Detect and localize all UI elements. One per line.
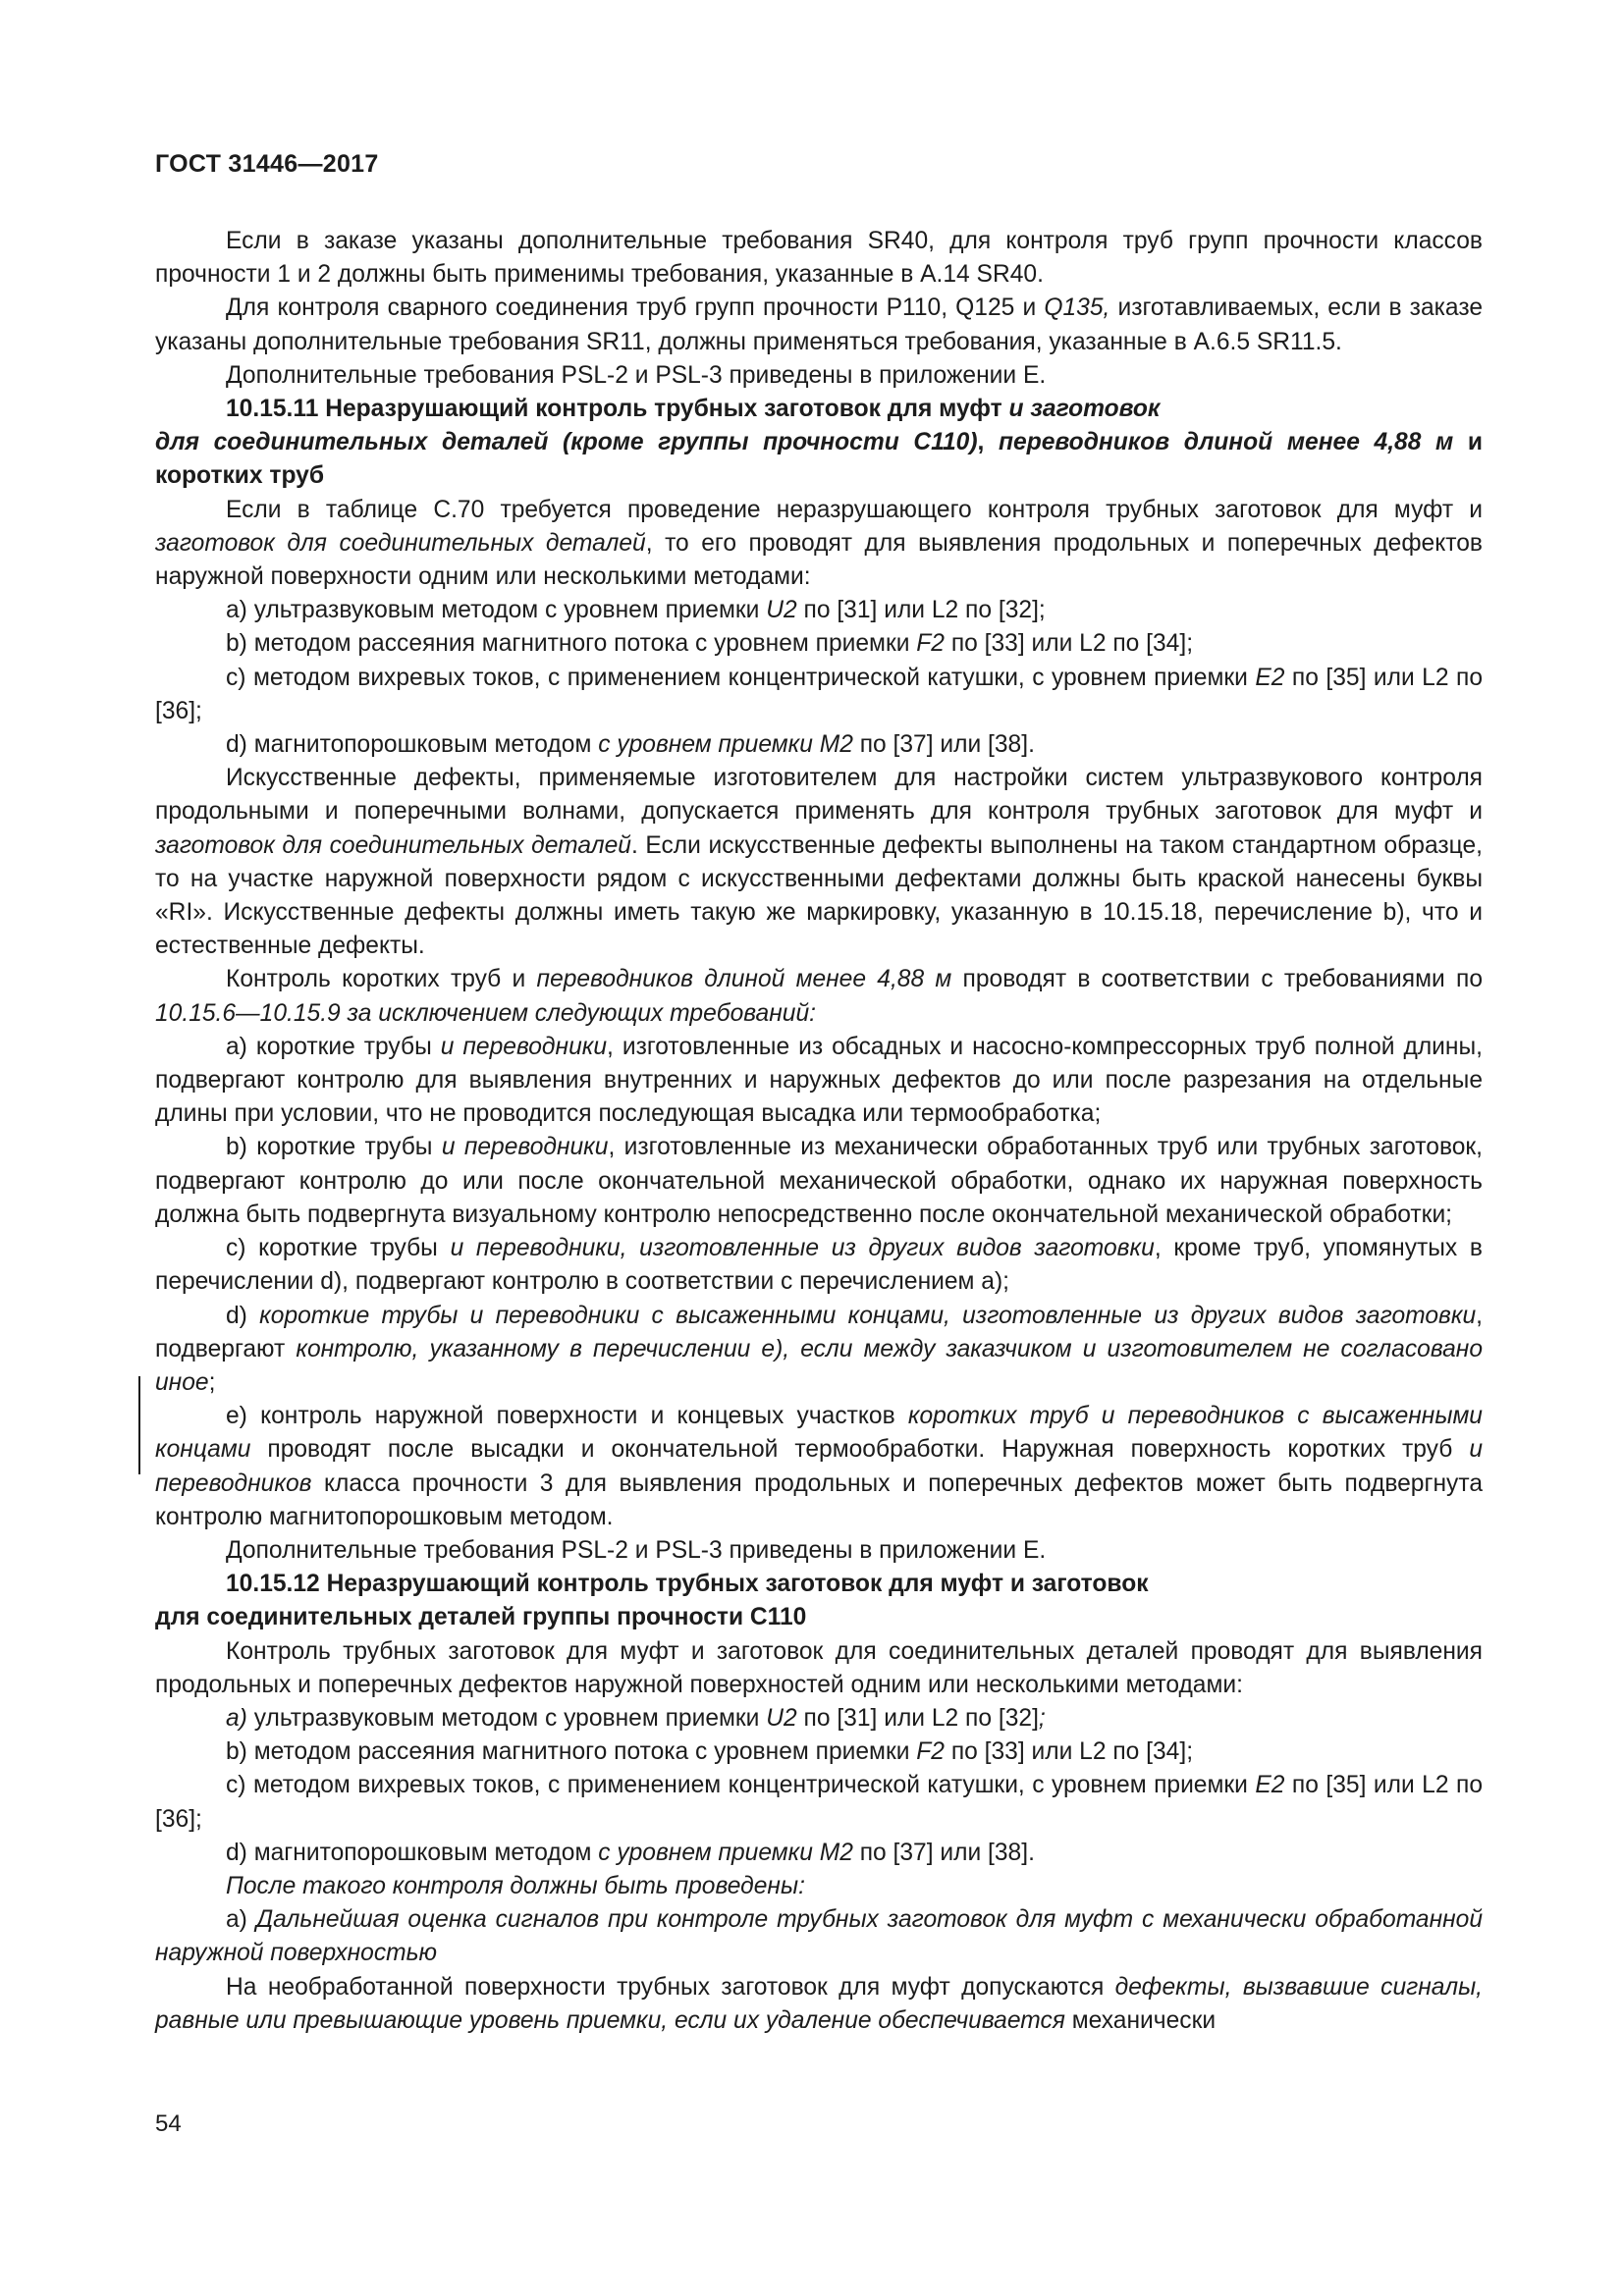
- standard-header: ГОСТ 31446—2017: [155, 150, 379, 178]
- list-item: d) магнитопорошковым методом с уровнем приемки М2 по [37] или [38].: [226, 731, 1035, 759]
- paragraph: Дополнительные требования PSL-2 и PSL-3 приведены в приложении Е.: [226, 361, 1047, 389]
- paragraph: На необработанной поверхности трубных заготовок для муфт допускаются дефекты, вызвавшие сигналы, равные или превышающие уровень приемки, если их удаление обеспечивается механически: [155, 1973, 1483, 2034]
- paragraph: Контроль трубных заготовок для муфт и заготовок для соединительных деталей проводят для выявления продольных и поперечных дефектов наружной поверхностей одним или несколькими методами:: [155, 1637, 1483, 1698]
- list-item: c) методом вихревых токов, с применением концентрической катушки, с уровнем приемки Е2 по [35] или L2 по [36];: [155, 664, 1484, 724]
- list-item: c) короткие трубы и переводники, изготовленные из других видов заготовки, кроме труб, упомянутых в перечислении d), подвергают контролю в соответствии с перечислением a);: [155, 1235, 1483, 1296]
- section-heading-10-15-11: 10.15.11 Неразрушающий контроль трубных заготовок для муфт и заготовок для соединительных деталей (кроме группы прочности С110), переводников длиной менее 4,88 м и коротких труб: [155, 396, 1483, 490]
- paragraph: Контроль коротких труб и переводников длиной менее 4,88 м проводят в соответствии с требованиями по 10.15.6—10.15.9 за исключением следующих требований:: [155, 966, 1484, 1027]
- list-item: a) короткие трубы и переводники, изготовленные из обсадных и насосно-компрессорных труб полной длины, подвергают контролю для выявления внутренних и наружных дефектов до или после разрезания на отдельные длины при условии, что не проводится последующая высадка или термообработка;: [155, 1033, 1484, 1128]
- list-item: b) методом рассеяния магнитного потока с уровнем приемки F2 по [33] или L2 по [34];: [226, 1738, 1194, 1766]
- list-item: d) короткие трубы и переводники с высаженными концами, изготовленные из других видов заготовки, подвергают контролю, указанному в перечислении e), если между заказчиком и изготовителем не согласовано иное;: [155, 1302, 1484, 1396]
- document-body: [155, 225, 1483, 2038]
- paragraph: Дополнительные требования PSL-2 и PSL-3 приведены в приложении Е.: [226, 1536, 1047, 1564]
- paragraph: Искусственные дефекты, применяемые изготовителем для настройки систем ультразвукового контроля продольными и поперечными волнами, допускается применять для контроля трубных заготовок для муфт и заготовок для соединительных деталей. Если искусственные дефекты выполнены на таком стандартном образце, то на участке наружной поверхности рядом с искусственными дефектами должны быть краской нанесены буквы «RI». Искусственные дефекты должны иметь такую же маркировку, указанную в 10.15.18, перечисление b), что и естественные дефекты.: [155, 765, 1483, 960]
- list-item: a) ультразвуковым методом с уровнем приемки U2 по [31] или L2 по [32];: [226, 1704, 1046, 1732]
- paragraph: Для контроля сварного соединения труб групп прочности Р110, Q125 и Q135, изготавливаемых, если в заказе указаны дополнительные требования SR11, должны применяться требования, указанные в А.6.5 SR11.5.: [155, 294, 1484, 355]
- paragraph: Если в заказе указаны дополнительные требования SR40, для контроля труб групп прочности классов прочности 1 и 2 должны быть применимы требования, указанные в А.14 SR40.: [155, 228, 1483, 289]
- list-item: a) ультразвуковым методом с уровнем приемки U2 по [31] или L2 по [32];: [226, 597, 1046, 624]
- paragraph: Если в таблице С.70 требуется проведение неразрушающего контроля трубных заготовок для муфт и заготовок для соединительных деталей, то его проводят для выявления продольных и поперечных дефектов наружной поверхности одним или несколькими методами:: [155, 496, 1483, 591]
- list-item: b) короткие трубы и переводники, изготовленные из механически обработанных труб или трубных заготовок, подвергают контролю до или после окончательной механической обработки, однако их наружная поверхность должна быть подвергнута визуальному контролю непосредственно после окончательной механической обработки;: [155, 1134, 1484, 1228]
- paragraph: После такого контроля должны быть проведены:: [226, 1872, 805, 1899]
- page-number: 54: [155, 2110, 182, 2137]
- section-heading-10-15-12: 10.15.12 Неразрушающий контроль трубных заготовок для муфт и заготовок для соединительных деталей группы прочности С110: [155, 1571, 1149, 1631]
- change-bar: [138, 1376, 140, 1474]
- list-item: e) контроль наружной поверхности и концевых участков коротких труб и переводников с высаженными концами проводят после высадки и окончательной термообработки. Наружная поверхность коротких труб и переводников класса прочности 3 для выявления продольных и поперечных дефектов может быть подвергнута контролю магнитопорошковым методом.: [155, 1403, 1483, 1530]
- list-item: b) методом рассеяния магнитного потока с уровнем приемки F2 по [33] или L2 по [34];: [226, 630, 1194, 658]
- list-item: d) магнитопорошковым методом с уровнем приемки М2 по [37] или [38].: [226, 1839, 1035, 1866]
- list-item: c) методом вихревых токов, с применением концентрической катушки, с уровнем приемки Е2 по [35] или L2 по [36];: [155, 1772, 1484, 1833]
- list-item: a) Дальнейшая оценка сигналов при контроле трубных заготовок для муфт с механически обработанной наружной поверхностью: [155, 1906, 1484, 1967]
